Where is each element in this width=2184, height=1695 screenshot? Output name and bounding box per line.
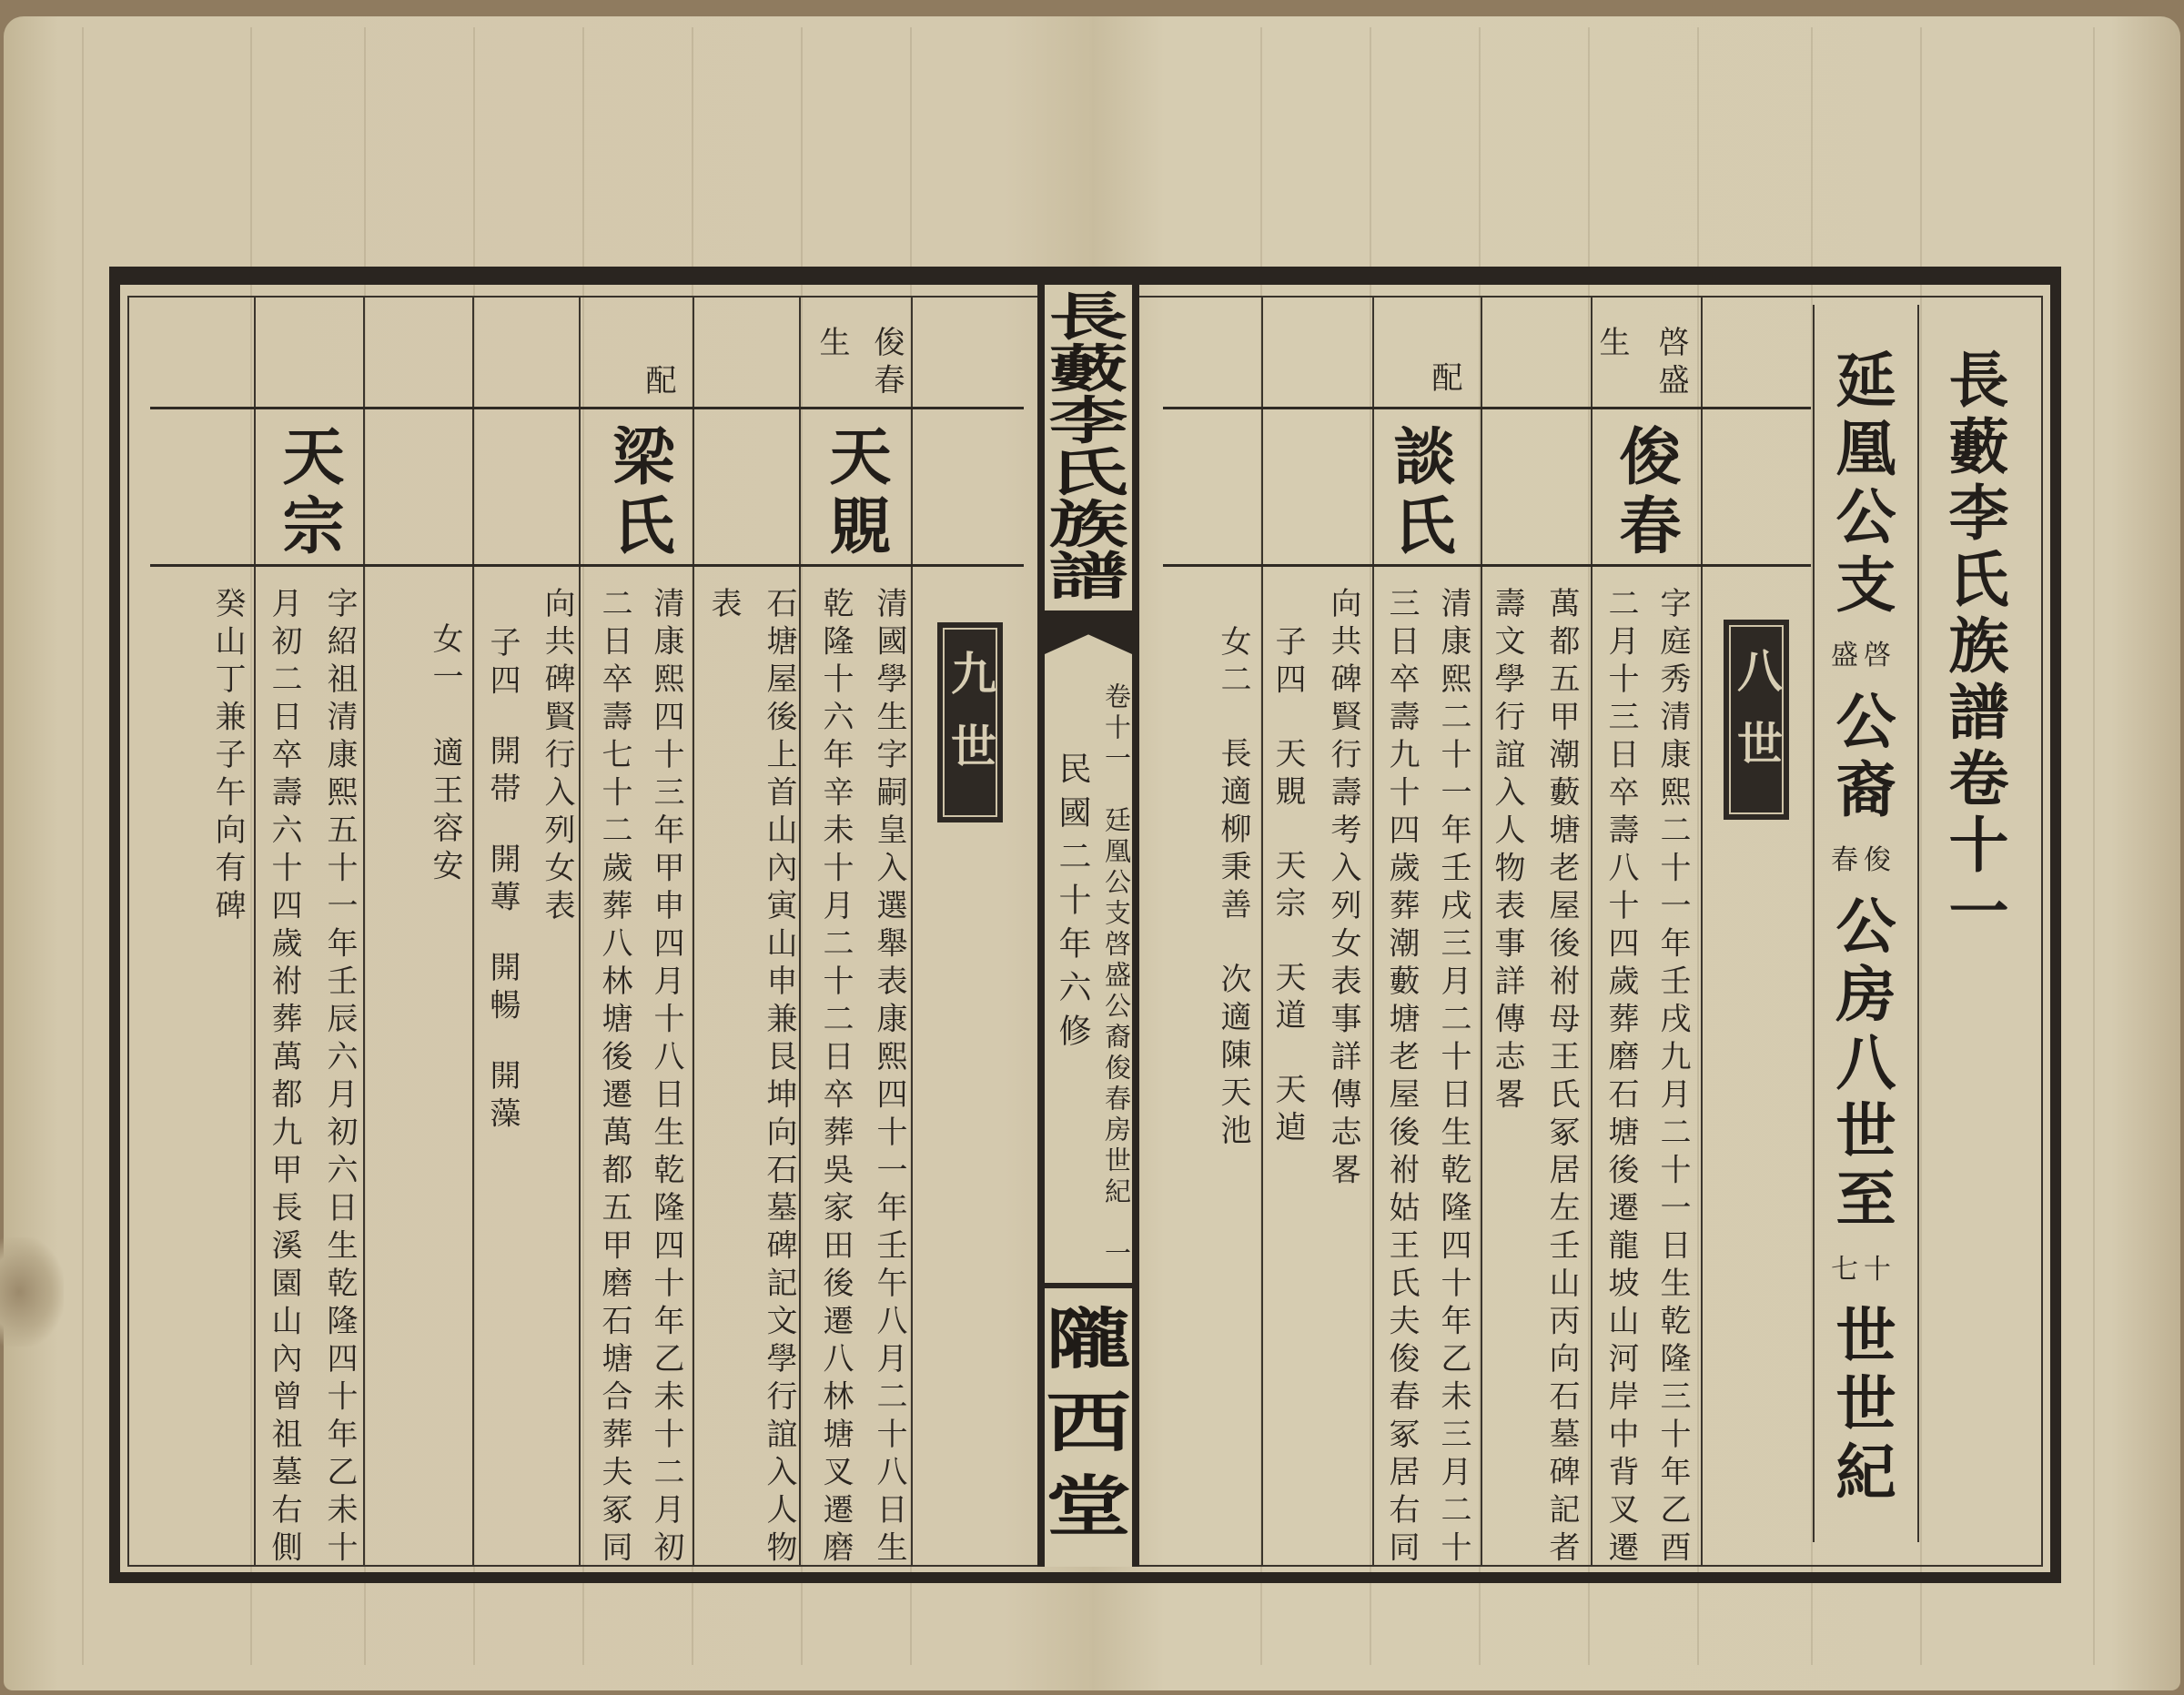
sons-list <box>484 626 521 1135</box>
spouse-label: 配 <box>1426 361 1462 399</box>
bio-line: 清國學生字嗣皇入選舉表康熙四十一年壬午八月二十八日生 <box>871 587 907 1569</box>
paper-rule <box>82 27 84 1665</box>
daughter-entry: 長適柳秉善 <box>1215 737 1251 926</box>
person-name: 天宗 <box>272 424 345 562</box>
section-subtitle <box>1825 348 1896 1508</box>
column-line <box>1917 305 1919 1542</box>
bio-line: 字庭秀清康熙二十一年壬戌九月二十一日生乾隆三十年乙酉 <box>1654 587 1691 1569</box>
annotation-char: 俊 <box>1864 843 1891 876</box>
spouse-name: 梁氏 <box>602 424 675 562</box>
column-line <box>1591 296 1592 1567</box>
subtitle-part: 公房八世至 <box>1825 894 1896 1236</box>
paper-rule <box>2093 27 2095 1665</box>
spine-hall-char: 隴 <box>1046 1300 1131 1377</box>
column-line <box>254 296 256 1567</box>
name-divider <box>150 564 1024 567</box>
born-label: 生 <box>1593 326 1630 364</box>
column-line <box>1261 296 1263 1567</box>
column-line <box>472 296 474 1567</box>
daughter-entry: 適王容安 <box>427 736 463 887</box>
spouse-bio-line: 二日卒壽七十二歲葬八林塘後遷萬都五甲磨石塘合葬夫冢同 <box>596 587 632 1569</box>
paper-damage <box>0 1237 64 1347</box>
person-name: 俊春 <box>1609 424 1682 562</box>
sons-label: 子四 <box>484 626 521 701</box>
generation-label <box>1724 620 1789 820</box>
annotation-char: 十 <box>1864 1253 1891 1286</box>
generation-label <box>937 622 1003 822</box>
daughters-label: 女二 <box>1215 625 1251 701</box>
generation-text: 八世 <box>1730 647 1784 792</box>
column-line <box>579 296 581 1567</box>
spine-title-char: 長 <box>1048 288 1128 348</box>
annotation-char: 春 <box>1831 843 1858 876</box>
subtitle-part: 公裔 <box>1825 690 1896 826</box>
son-name: 開藻 <box>484 1059 521 1135</box>
spouse-bio-line: 三日卒壽九十四歲葬潮藪塘老屋後祔姑王氏夫俊春冢居右同 <box>1383 587 1420 1569</box>
son-name: 天道 <box>1269 961 1306 1036</box>
father-name: 俊春 <box>868 326 905 401</box>
subtitle-annotation <box>1831 826 1891 894</box>
column-line <box>363 296 365 1567</box>
header-divider <box>1163 407 1811 409</box>
volume-title: 長藪李氏族譜卷十一 <box>1938 348 2009 946</box>
column-line <box>1372 296 1374 1567</box>
sons-label: 子四 <box>1269 625 1306 701</box>
son-name: 開暢 <box>484 951 521 1026</box>
column-line <box>693 296 694 1567</box>
spine-title-char: 氏 <box>1048 443 1128 503</box>
spine-title-char: 李 <box>1048 391 1128 451</box>
column-line <box>1701 296 1703 1567</box>
person-name: 天覞 <box>819 424 892 562</box>
spouse-bio-line: 向共碑賢行壽考入列女表事詳傳志畧 <box>1325 587 1361 1191</box>
bio-line: 乾隆十六年辛未十月二十二日卒葬吳家田後遷八林塘叉遷磨 <box>817 587 854 1569</box>
bio-line: 石塘屋後上首山內寅山申兼艮坤向石墓碑記文學行誼入人物 <box>761 587 797 1569</box>
spine-hall-name <box>1045 1297 1132 1549</box>
spine-title-char: 族 <box>1048 495 1128 555</box>
sons-list <box>1269 625 1306 1148</box>
annotation-char: 七 <box>1831 1253 1858 1286</box>
generation-text: 九世 <box>944 650 997 795</box>
father-name: 啓盛 <box>1653 326 1689 401</box>
column-line <box>911 296 913 1567</box>
spine-title <box>1045 288 1132 607</box>
column-line <box>1813 305 1815 1542</box>
annotation-char: 啓 <box>1864 639 1891 671</box>
spine-edition: 民國二十年六修 <box>1054 752 1091 1057</box>
bio-line: 月初二日卒壽六十四歲祔葬萬都九甲長溪園山內曾祖墓右側 <box>266 587 302 1569</box>
spouse-bio-line: 清康熙四十三年甲申四月十八日生乾隆四十年乙未十二月初 <box>648 587 684 1569</box>
son-name: 天逌 <box>1269 1073 1306 1148</box>
son-name: 開蓴 <box>484 842 521 918</box>
spouse-bio-line: 清康熙二十一年壬戌三月二十日生乾隆四十年乙未三月二十 <box>1435 587 1471 1569</box>
spine-title-char: 譜 <box>1048 547 1128 607</box>
spine-hall-char: 堂 <box>1046 1468 1131 1545</box>
spine-hall-box <box>1045 1283 1132 1561</box>
bio-line: 字紹祖清康熙五十一年壬辰六月初六日生乾隆四十年乙未十 <box>321 587 358 1569</box>
subtitle-annotation <box>1831 621 1891 690</box>
name-divider <box>1163 564 1811 567</box>
bio-line: 癸山丁兼子午向有碑 <box>209 587 246 927</box>
subtitle-part: 世世紀 <box>1825 1304 1896 1508</box>
son-name: 天覞 <box>1269 737 1306 812</box>
book-spine-column <box>1037 285 1139 1567</box>
spouse-label: 配 <box>640 364 676 402</box>
son-name: 天宗 <box>1269 849 1306 924</box>
born-label: 生 <box>814 326 850 364</box>
spine-volume-line: 卷十一 廷凰公支啓盛公裔俊春房世紀 一 <box>1101 682 1132 1270</box>
daughters-label: 女一 <box>427 622 463 698</box>
annotation-char: 盛 <box>1831 639 1858 671</box>
spine-title-char: 藪 <box>1048 339 1128 399</box>
subtitle-annotation <box>1831 1236 1891 1304</box>
fishtail-mark <box>1045 610 1132 654</box>
bio-line: 萬都五甲潮藪塘老屋後祔母王氏冢居左壬山丙向石墓碑記者 <box>1543 587 1580 1569</box>
daughters-list <box>427 622 463 887</box>
bio-line: 二月十三日卒壽八十四歲葬磨石塘後遷龍坡山河岸中背叉遷 <box>1603 587 1639 1569</box>
son-name: 開帯 <box>484 734 521 810</box>
daughter-entry: 次適陳天池 <box>1215 962 1251 1151</box>
subtitle-part: 延凰公支 <box>1825 348 1896 621</box>
spine-hall-char: 西 <box>1046 1384 1131 1461</box>
column-line <box>1481 296 1482 1567</box>
daughters-list <box>1215 625 1251 1151</box>
bio-line: 表 <box>705 587 742 625</box>
spouse-bio-line: 向共碑賢行入列女表 <box>539 587 575 927</box>
bio-line: 壽文學行誼入人物表事詳傳志畧 <box>1489 587 1525 1115</box>
spouse-name: 談氏 <box>1383 424 1456 562</box>
header-divider <box>150 407 1024 409</box>
column-line <box>799 296 801 1567</box>
